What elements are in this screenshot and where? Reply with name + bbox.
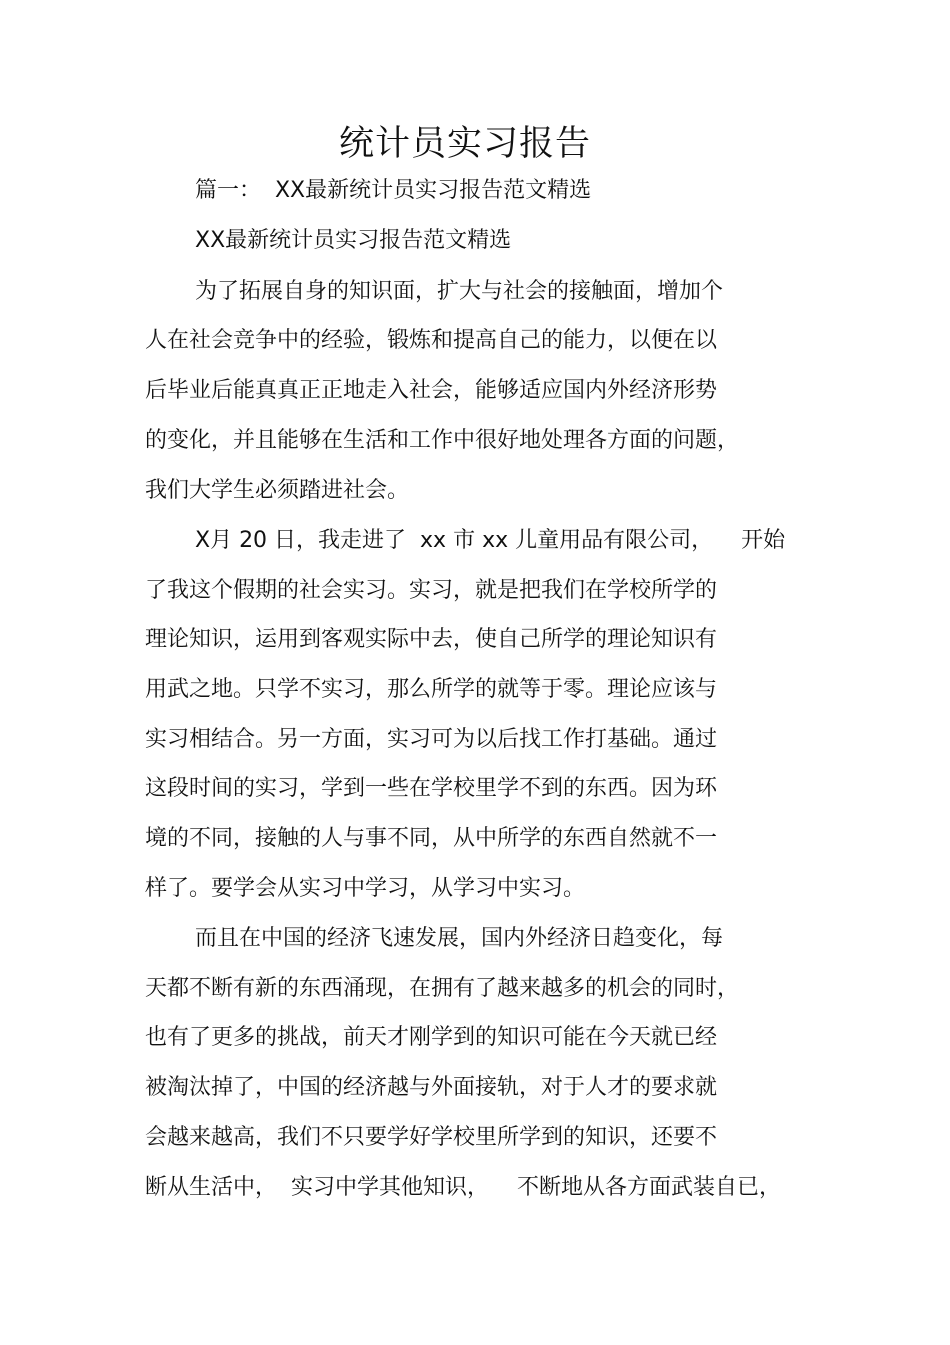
paragraph-line: 天都不断有新的东西涌现，在拥有了越来越多的机会的同时， (145, 976, 740, 1001)
paragraph-line: 也有了更多的挑战，前天才刚学到的知识可能在今天就已经 (145, 1025, 718, 1050)
paragraph-line: 这段时间的实习，学到一些在学校里学不到的东西。因为环 (145, 776, 718, 801)
paragraph-line: 会越来越高，我们不只要学好学校里所学到的知识，还要不 (145, 1125, 718, 1150)
paragraph-line: 用武之地。只学不实习，那么所学的就等于零。理论应该与 (145, 677, 718, 702)
paragraph-line: 实习相结合。另一方面，实习可为以后找工作打基础。通过 (145, 727, 718, 752)
paragraph-line: 后毕业后能真真正正地走入社会，能够适应国内外经济形势 (145, 378, 718, 403)
paragraph-line: 被淘汰掉了，中国的经济越与外面接轨，对于人才的要求就 (145, 1075, 718, 1100)
paragraph-line: X月 20 日，我走进了 xx 市 xx 儿童用品有限公司， 开始 (195, 528, 786, 553)
paragraph-line: 人在社会竞争中的经验，锻炼和提高自己的能力，以便在以 (145, 328, 718, 353)
subtitle-line: XX最新统计员实习报告范文精选 (195, 228, 512, 253)
section-heading: 篇一： XX最新统计员实习报告范文精选 (195, 178, 592, 203)
paragraph-line: 为了拓展自身的知识面，扩大与社会的接触面，增加个 (195, 279, 724, 304)
paragraph-line: 我们大学生必须踏进社会。 (145, 478, 410, 503)
paragraph-line: 理论知识，运用到客观实际中去，使自己所学的理论知识有 (145, 627, 718, 652)
paragraph-line: 的变化，并且能够在生活和工作中很好地处理各方面的问题， (145, 428, 740, 453)
paragraph-line: 境的不同，接触的人与事不同，从中所学的东西自然就不一 (145, 826, 718, 851)
paragraph-line: 断从生活中， 实习中学其他知识， 不断地从各方面武装自已， (145, 1175, 781, 1200)
paragraph-line: 了我这个假期的社会实习。实习，就是把我们在学校所学的 (145, 578, 718, 603)
document-title: 统计员实习报告 (338, 124, 591, 164)
paragraph-line: 样了。要学会从实习中学习，从学习中实习。 (145, 876, 586, 901)
paragraph-line: 而且在中国的经济飞速发展，国内外经济日趋变化，每 (195, 926, 724, 951)
